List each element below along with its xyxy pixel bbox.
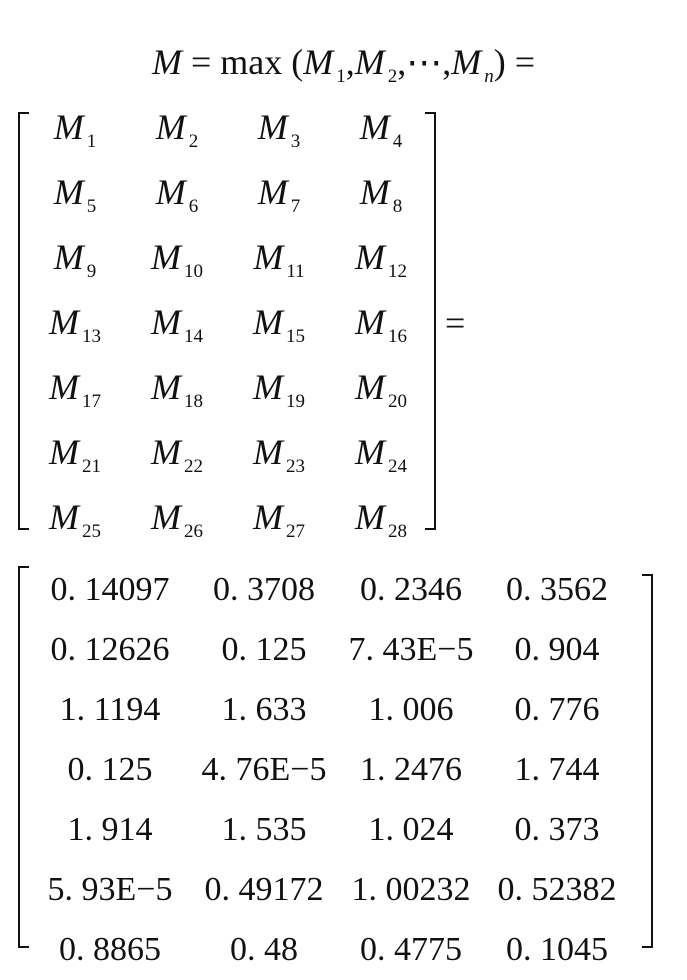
symbolic-matrix-cell [126,421,228,483]
numeric-matrix-cell: 1. 744 [514,751,600,788]
max-equation: M = max (M $_1$,M $_2$,⋯,M $_n$) = [151,42,536,87]
cell-base: M [151,432,181,472]
cell-subscript: 28 [388,521,407,542]
numeric-matrix-row [28,860,640,920]
cell-base: M [151,302,181,342]
numeric-matrix-cell: 0. 776 [514,691,600,728]
symbolic-matrix-cell [330,486,432,548]
max-operator: max [220,42,283,82]
cell-base: M [49,432,79,472]
numeric-matrix-cell: 0. 49172 [204,871,324,908]
cell-subscript: 6 [188,196,199,217]
numeric-matrix-cell: 0. 4775 [360,931,462,968]
cell-base: M [355,237,385,277]
numeric-matrix-row [28,740,640,800]
numeric-matrix-cell: 1. 914 [67,811,153,848]
numeric-matrix-right-bracket [642,574,653,948]
numeric-matrix-cell: 1. 633 [221,691,307,728]
symbolic-matrix-cell [126,226,228,288]
symbolic-matrix-cell [126,291,228,353]
cell-subscript: 2 [188,131,199,152]
symbolic-matrix-row [24,486,430,548]
symbolic-matrix-cell [126,96,228,158]
cell-base: M [355,302,385,342]
numeric-matrix-cell: 0. 1045 [506,931,608,968]
numeric-matrix-cell: 1. 024 [368,811,454,848]
symbolic-matrix-cell [228,96,330,158]
cell-base: M [49,497,79,537]
cell-subscript: 16 [388,326,407,347]
symbolic-matrix-row [24,291,430,353]
symbolic-matrix-cell [228,356,330,418]
cell-base: M [355,497,385,537]
cell-subscript: 20 [388,391,407,412]
numeric-matrix-row [28,620,640,680]
cell-subscript: 23 [286,456,305,477]
cell-subscript: 25 [82,521,101,542]
cell-subscript: 19 [286,391,305,412]
cell-subscript: 13 [82,326,101,347]
symbolic-matrix-cell [330,356,432,418]
symbolic-matrix-cell [24,356,126,418]
symbolic-matrix-cell [24,226,126,288]
cell-subscript: 21 [82,456,101,477]
cell-subscript: 27 [286,521,305,542]
symbolic-matrix-row [24,96,430,158]
ellipsis: ⋯ [406,42,443,82]
cell-subscript: 5 [86,196,97,217]
cell-subscript: 14 [184,326,203,347]
equals-after-matrix: = [445,303,466,343]
arg-1-base: M [303,42,334,82]
symbolic-matrix-row [24,421,430,483]
cell-subscript: 10 [184,261,203,282]
symbolic-matrix-cell [330,291,432,353]
cell-base: M [355,367,385,407]
arg-1-sub: 1 [336,66,346,87]
cell-base: M [253,302,283,342]
numeric-matrix-cell: 1. 1194 [59,691,161,728]
numeric-matrix-cell: 0. 125 [221,631,307,668]
symbolic-matrix-cell [24,421,126,483]
numeric-matrix-cell: 0. 12626 [50,631,170,668]
numeric-matrix-cell: 0. 2346 [360,571,462,608]
cell-base: M [53,172,84,212]
symbolic-matrix-cell [330,421,432,483]
cell-base: M [253,497,283,537]
numeric-matrix-cell: 1. 2476 [360,751,462,788]
cell-subscript: 26 [184,521,203,542]
cell-base: M [155,172,186,212]
numeric-matrix [28,560,640,972]
numeric-matrix-cell: 0. 3708 [213,571,315,608]
symbolic-matrix-cell [24,291,126,353]
equals-sign-2: = [514,42,536,82]
cell-subscript: 7 [290,196,301,217]
cell-base: M [49,367,79,407]
symbolic-matrix-cell [228,161,330,223]
numeric-matrix-cell: 1. 00232 [351,871,471,908]
cell-base: M [151,497,181,537]
symbolic-matrix-cell [24,96,126,158]
cell-base: M [359,172,390,212]
numeric-matrix-cell: 0. 8865 [59,931,161,968]
symbolic-matrix-cell [330,226,432,288]
numeric-matrix-cell: 5. 93E−5 [47,871,173,908]
symbolic-matrix-cell [228,421,330,483]
cell-subscript: 9 [86,261,97,282]
cell-subscript: 8 [392,196,403,217]
cell-subscript: 11 [286,261,305,282]
cell-base: M [151,367,181,407]
numeric-matrix-cell: 0. 52382 [497,871,617,908]
close-paren: ) [493,42,506,82]
arg-n-base: M [451,42,482,82]
cell-subscript: 4 [392,131,403,152]
cell-base: M [53,107,84,147]
symbolic-matrix-cell [126,161,228,223]
cell-base: M [257,172,288,212]
numeric-matrix-cell: 1. 006 [368,691,454,728]
symbolic-matrix-row [24,161,430,223]
cell-base: M [49,302,79,342]
cell-base: M [253,432,283,472]
numeric-matrix-cell: 0. 14097 [50,571,170,608]
numeric-matrix-cell: 4. 76E−5 [201,751,327,788]
cell-subscript: 24 [388,456,407,477]
cell-subscript: 1 [86,131,97,152]
open-paren: ( [291,42,304,82]
cell-base: M [253,367,283,407]
arg-n-sub: n [484,66,494,87]
cell-base: M [155,107,186,147]
cell-subscript: 22 [184,456,203,477]
cell-subscript: 12 [388,261,407,282]
equals-sign: = [190,42,212,82]
cell-base: M [253,237,284,277]
numeric-matrix-cell: 0. 48 [230,931,298,968]
cell-subscript: 18 [184,391,203,412]
cell-base: M [355,432,385,472]
cell-base: M [53,237,84,277]
arg-2-base: M [354,42,385,82]
cell-subscript: 15 [286,326,305,347]
symbolic-matrix-cell [330,161,432,223]
cell-base: M [151,237,181,277]
cell-base: M [359,107,390,147]
symbolic-matrix [24,96,430,542]
symbolic-matrix-row [24,226,430,288]
numeric-matrix-cell: 0. 3562 [506,571,608,608]
cell-base: M [257,107,288,147]
symbolic-matrix-cell [24,486,126,548]
numeric-matrix-cell: 1. 535 [221,811,307,848]
lhs-symbol: M [151,42,182,82]
numeric-matrix-row [28,920,640,980]
numeric-matrix-row [28,800,640,860]
symbolic-matrix-cell [126,356,228,418]
symbolic-matrix-cell [126,486,228,548]
symbolic-matrix-cell [228,291,330,353]
numeric-matrix-cell: 7. 43E−5 [348,631,474,668]
numeric-matrix-row [28,560,640,620]
symbolic-matrix-cell [24,161,126,223]
symbolic-matrix-cell [228,486,330,548]
numeric-matrix-cell: 0. 373 [514,811,600,848]
symbolic-matrix-cell [228,226,330,288]
symbolic-matrix-row [24,356,430,418]
numeric-matrix-cell: 0. 125 [67,751,153,788]
arg-2-sub: 2 [387,66,398,87]
cell-subscript: 17 [82,391,101,412]
symbolic-matrix-cell [330,96,432,158]
numeric-matrix-row [28,680,640,740]
numeric-matrix-cell: 0. 904 [514,631,600,668]
cell-subscript: 3 [290,131,301,152]
